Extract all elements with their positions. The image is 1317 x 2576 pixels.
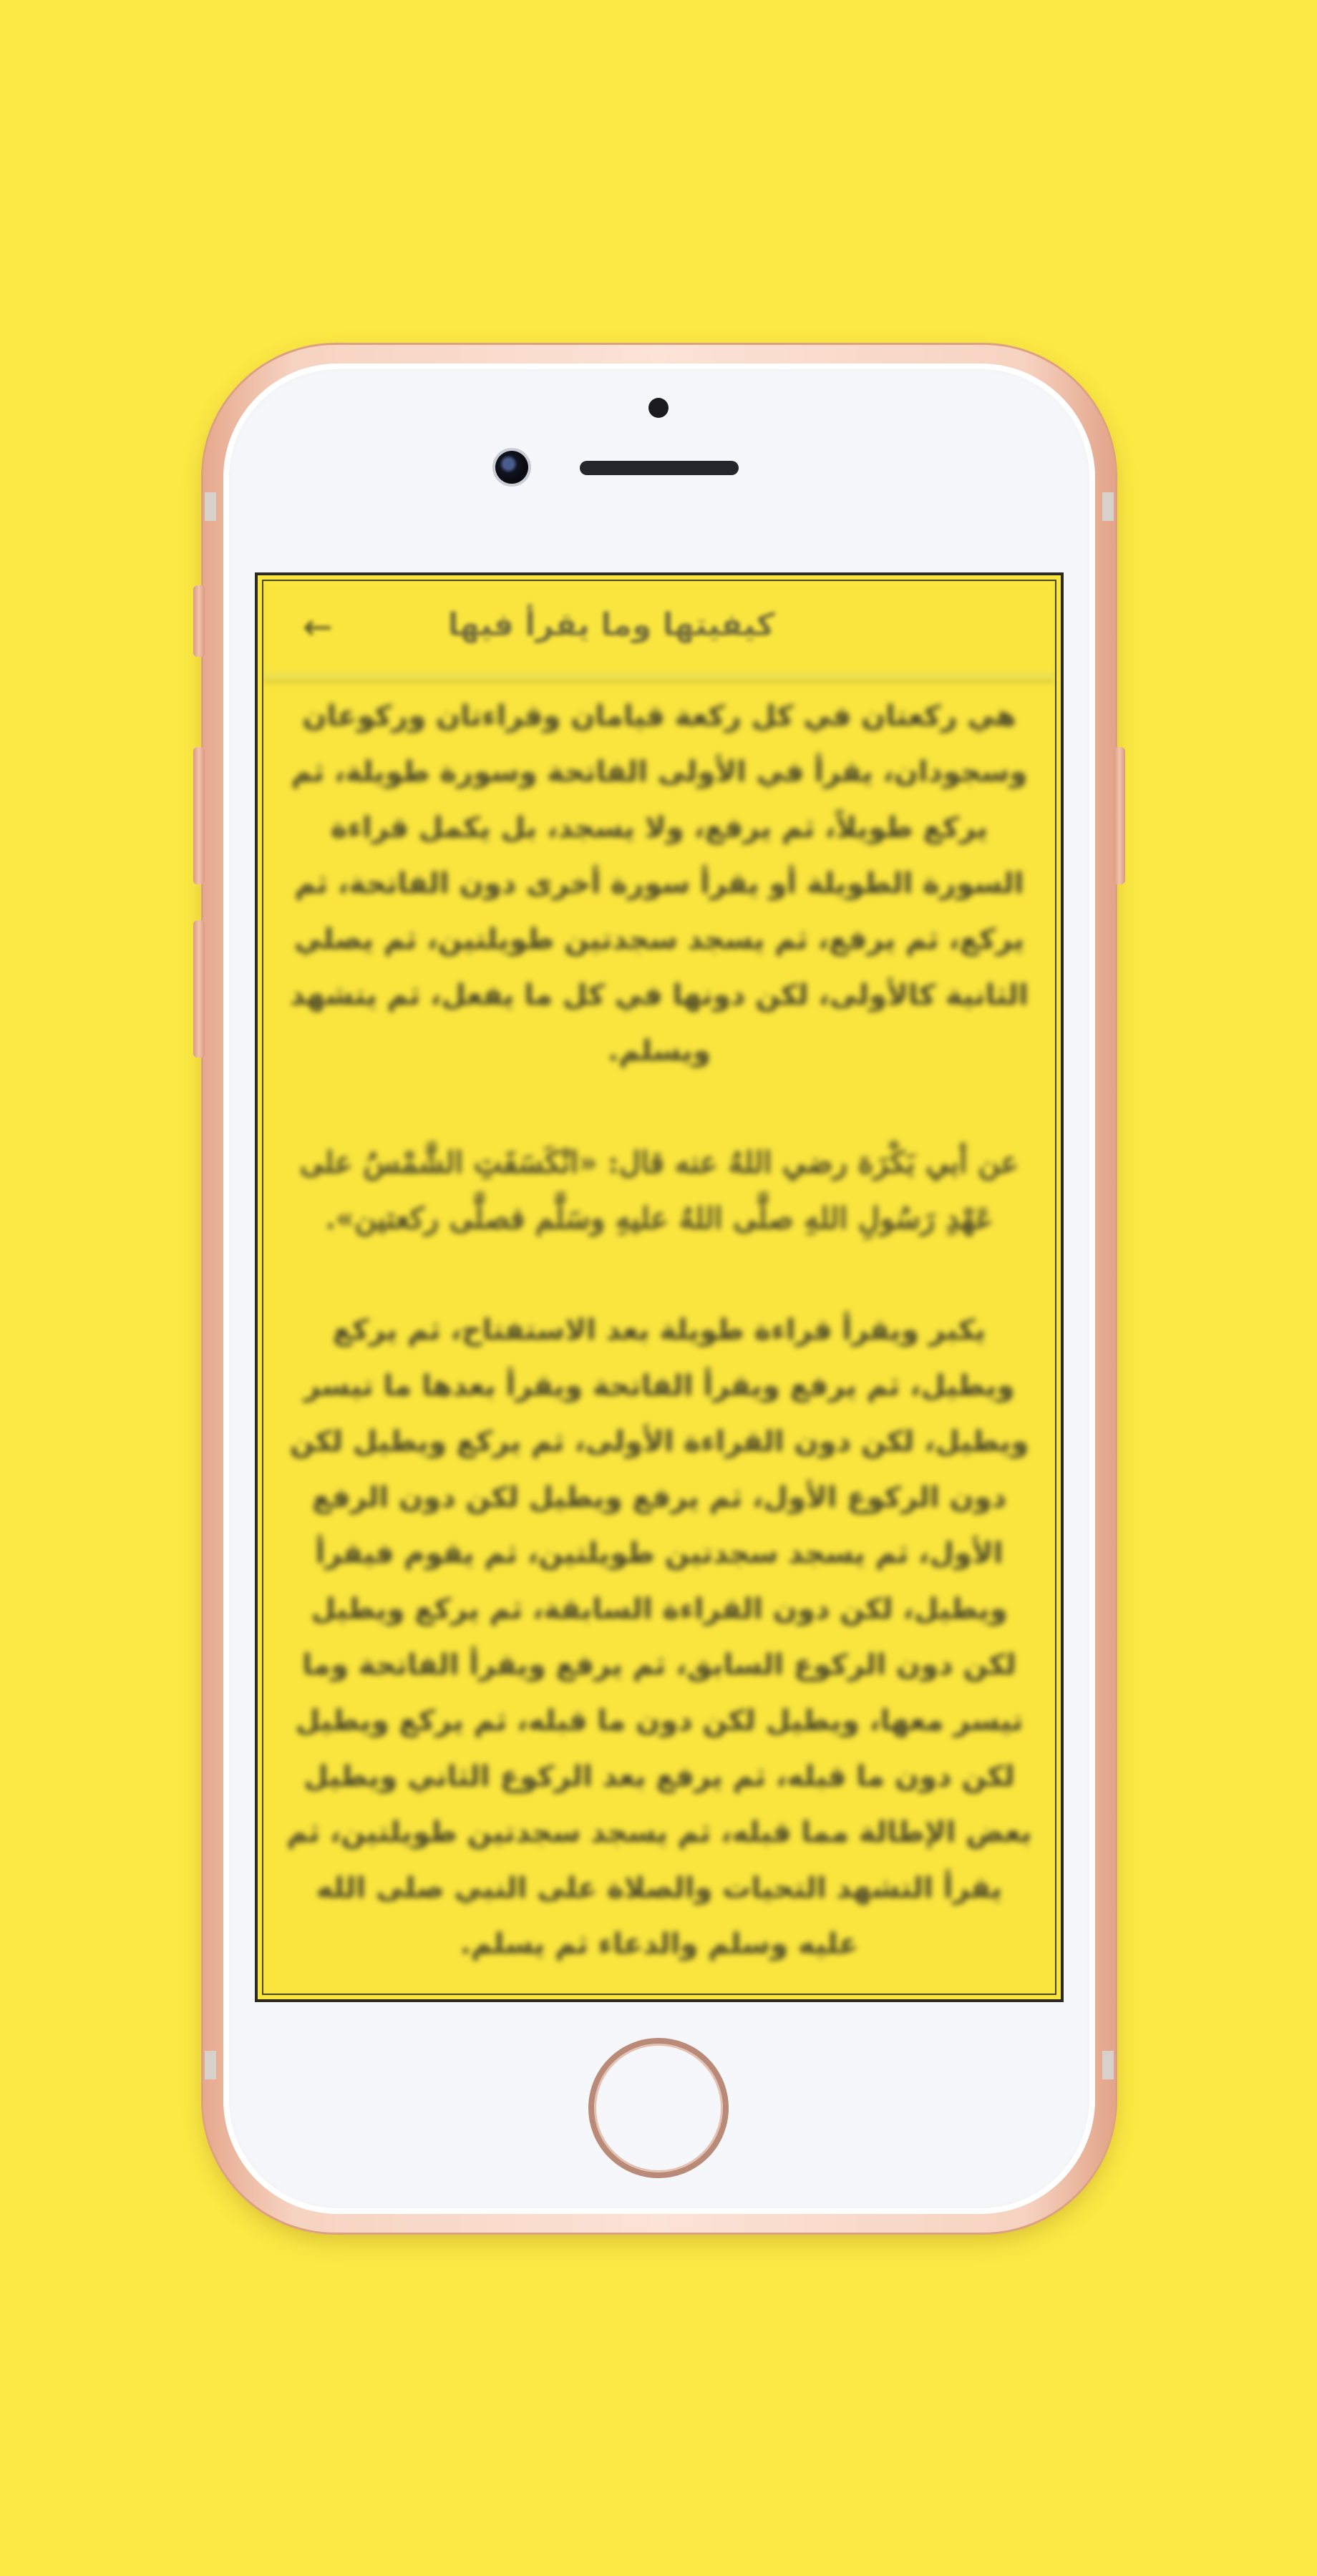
antenna-band: [205, 492, 216, 521]
front-camera: [495, 451, 528, 484]
antenna-band: [1102, 492, 1114, 521]
article-body: [285, 688, 1034, 1994]
paragraph-description: هي ركعتان في كل ركعة قيامان وقراءتان وركوعان وسجودان، يقرأ في الأولى الفاتحة وسورة طويلة، ثم يركع طويلاً، ثم يرفع، ولا يسجد، بل يكمل قراءة السورة الطويلة أو يقرأ سورة أخرى دون الفاتحة، ثم يركع، ثم يرفع، ثم يسجد سجدتين طويلتين، ثم يصلي الثانية كالأولى، لكن دونها في كل ما يفعل، ثم يتشهد ويسلم.: [290, 700, 1029, 1068]
page-title: كيفيتها وما يقرأ فيها: [447, 607, 775, 643]
paragraph-hadith: عن أبي بَكْرَة رضي اللهُ عنه قال: «انْكَسَفَتِ الشَّمْسُ على عَهْدِ رَسُولِ اللهِ صلَّى اللهُ عليهِ وسَلَّم فصلَّى ركعتين».: [299, 1145, 1019, 1236]
phone-screen: [255, 572, 1064, 2002]
silent-switch: [193, 585, 205, 657]
volume-up-button: [193, 747, 205, 884]
earpiece-speaker: [580, 461, 739, 475]
home-button: [588, 2038, 729, 2178]
app-view: [262, 580, 1056, 1995]
app-bar: [263, 581, 1055, 680]
antenna-band: [205, 2051, 216, 2079]
antenna-band: [1102, 2051, 1114, 2079]
paragraph-method: يكبر ويقرأ قراءة طويلة بعد الاستفتاح، ثم يركع ويطيل، ثم يرفع ويقرأ الفاتحة ويقرأ بعدها ما تيسر ويطيل، لكن دون القراءة الأولى، ثم يركع ويطيل لكن دون الركوع الأول، ثم يرفع ويطيل لكن دون الرفع الأول، ثم يسجد سجدتين طويلتين، ثم يقوم فيقرأ ويطيل، لكن دون القراءة السابقة، ثم يركع ويطيل لكن دون الركوع السابق، ثم يرفع ويقرأ الفاتحة وما تيسر معها، ويطيل لكن دون ما قبله، ثم يركع ويطيل لكن دون ما قبله، ثم يرفع بعد الركوع الثاني ويطيل بعض الإطالة مما قبله، ثم يسجد سجدتين طويلتين، ثم يقرأ التشهد التحيات والصلاة على النبي صلى الله عليه وسلم والدعاء ثم يسلم.: [286, 1314, 1032, 1961]
arrow-left-icon: ←: [303, 606, 333, 648]
proximity-sensor: [648, 398, 669, 418]
back-button[interactable]: [296, 605, 339, 648]
power-button: [1114, 747, 1125, 884]
volume-down-button: [193, 920, 205, 1058]
